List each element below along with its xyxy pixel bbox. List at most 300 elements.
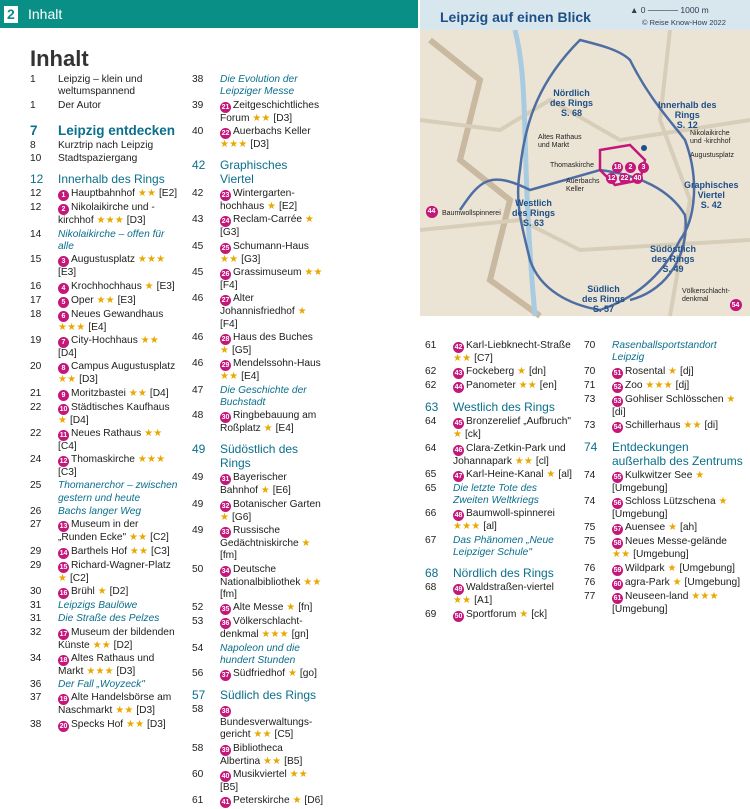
sight-number-badge: 43 (454, 370, 463, 378)
sight-number-badge: 58 (613, 540, 622, 548)
sight-number-badge: 19 (59, 696, 68, 704)
toc-page-number: 25 (30, 480, 42, 492)
toc-page-number: 61 (425, 340, 437, 351)
sight-number-badge: 17 (59, 630, 68, 638)
sight-number-badge: 9 (58, 390, 69, 401)
map-label-south: Südlich des Rings S. 57 (582, 284, 626, 314)
map-label-baumwoll: Baumwollspinnerei (442, 210, 501, 217)
map-label-southeast: Südöstlich des Rings S. 49 (650, 244, 697, 274)
toc-entry-text: Neues Gewandhaus ★★★ [E4] (58, 308, 164, 333)
toc-entry-text: Die Straße des Pelzes (58, 613, 160, 625)
toc-entry-text: Sportforum ★ [ck] (466, 608, 548, 620)
page-number: 2 (4, 6, 18, 23)
toc-entry-text: Museum in der „Runden Ecke" ★★ [C2] (58, 519, 169, 544)
toc-entry (425, 469, 575, 482)
toc-section-heading (425, 400, 575, 414)
toc-page-number: 56 (192, 668, 204, 680)
toc-entry-text: Alte Messe ★ [fn] (233, 602, 313, 614)
toc-page-number: 27 (30, 519, 42, 531)
toc-page-number: 73 (584, 419, 596, 431)
toc-entry-text: Schloss Lützschena ★ [Umgebung] (612, 496, 728, 521)
toc-entry-text: Botanischer Garten ★ [G6] (220, 498, 321, 523)
toc-entry (192, 188, 324, 213)
toc-page-number: 67 (425, 534, 437, 546)
sight-number-badge: 13 (59, 523, 68, 531)
map-label-north: Nördlich des Rings S. 68 (550, 88, 594, 118)
sight-number-badge: 35 (221, 606, 230, 614)
toc-entry-text: Stadtspaziergang (58, 153, 138, 165)
toc-page-number: 22 (30, 427, 42, 439)
map-label-west: Westlich des Rings S. 63 (512, 198, 556, 228)
toc-entry (425, 380, 575, 393)
toc-entry-text: Bachs langer Weg (58, 506, 142, 518)
toc-entry (30, 74, 178, 99)
map-badge: 3 (638, 162, 649, 173)
toc-entry-text: Reclam-Carrée ★ [G3] (220, 214, 315, 239)
toc-page-number: 1 (30, 74, 36, 85)
toc-page-number: 49 (192, 472, 204, 484)
toc-page-number: 65 (425, 468, 437, 480)
toc-feature-entry (30, 229, 178, 254)
sight-number-badge: 7 (58, 337, 69, 348)
toc-page-number: 52 (192, 602, 204, 614)
toc-entry (192, 668, 324, 681)
sight-number-badge: 31 (221, 476, 230, 484)
toc-entry (192, 241, 324, 266)
toc-entry-text: Richard-Wagner-Platz ★ [C2] (58, 559, 171, 584)
toc-page-number: 62 (425, 380, 437, 392)
toc-page-number: 40 (192, 125, 204, 137)
sight-number-badge: 55 (613, 473, 622, 481)
sight-number-badge: 4 (58, 283, 69, 294)
sight-number-badge: 15 (59, 563, 68, 571)
toc-entry (584, 522, 744, 535)
toc-entry (30, 188, 178, 201)
toc-page-number: 65 (425, 482, 437, 494)
toc-entry-text: Panometer ★★ [en] (466, 380, 557, 392)
toc-feature-entry (192, 643, 324, 668)
sight-number-badge: 20 (59, 722, 68, 730)
toc-entry (425, 416, 575, 441)
toc-page-number: 68 (425, 566, 439, 581)
section-title: Inhalt (28, 6, 63, 22)
toc-entry-text: Städtisches Kaufhaus ★ [D4] (58, 401, 170, 426)
toc-entry (30, 153, 178, 165)
toc-page-number: 36 (30, 679, 42, 691)
toc-entry (584, 394, 744, 419)
toc-entry-text: Südfriedhof ★ [go] (233, 668, 317, 680)
toc-entry (30, 402, 178, 427)
toc-entry (30, 560, 178, 585)
toc-page-number: 7 (30, 122, 38, 138)
toc-entry-text: Fockeberg ★ [dn] (466, 366, 546, 378)
toc-entry (30, 388, 178, 401)
toc-entry (30, 202, 178, 227)
toc-entry (425, 340, 575, 365)
page-title: Inhalt (30, 46, 89, 71)
toc-page-number: 70 (584, 365, 596, 377)
sight-number-badge: 40 (221, 773, 230, 781)
sight-number-badge: 37 (221, 672, 230, 680)
toc-section-heading (425, 566, 575, 580)
toc-entry-text: Zoo ★★★ [dj] (625, 379, 690, 391)
toc-page-number: 14 (30, 228, 42, 240)
map-badge-baumwoll: 44 (427, 208, 436, 215)
toc-feature-entry (584, 340, 744, 365)
toc-page-number: 46 (192, 358, 204, 370)
toc-entry (30, 309, 178, 334)
sight-number-badge: 42 (454, 344, 463, 351)
sight-number-badge: 54 (613, 423, 622, 431)
toc-entry-text: Gohliser Schlösschen ★ [di] (612, 393, 736, 418)
toc-section-heading (584, 440, 744, 468)
map-label-augustus: Augustusplatz (690, 152, 734, 159)
toc-heading-text: Graphisches Viertel (220, 158, 288, 187)
map-badge: 18 (613, 164, 622, 171)
toc-page-number: 73 (584, 393, 596, 405)
toc-page-number: 45 (192, 267, 204, 279)
toc-page-number: 39 (192, 99, 204, 111)
sight-number-badge: 8 (58, 363, 69, 374)
toc-page-number: 32 (30, 626, 42, 638)
sight-number-badge: 52 (613, 383, 622, 391)
toc-page-number: 37 (30, 692, 42, 704)
toc-page-number: 12 (30, 172, 44, 187)
sight-number-badge: 25 (221, 244, 230, 252)
toc-entry-text: Bayerischer Bahnhof ★ [E6] (220, 472, 291, 497)
toc-entry (30, 546, 178, 559)
toc-entry (192, 267, 324, 292)
toc-entry (192, 795, 324, 808)
map-badge: 12 (607, 175, 616, 182)
toc-entry-text: Russische Gedächtniskirche ★ [fm] (220, 525, 311, 562)
toc-entry-text: Auerbachs Keller ★★★ [D3] (220, 125, 311, 150)
toc-feature-entry (30, 480, 178, 505)
toc-page-number: 15 (30, 254, 42, 266)
toc-page-number: 29 (30, 559, 42, 571)
map-badge: 40 (633, 175, 642, 182)
toc-page-number: 10 (30, 153, 42, 165)
toc-entry-text: Bronzerelief „Aufbruch" ★ [ck] (453, 416, 571, 441)
toc-entry-text: Musikviertel ★★ [B5] (220, 769, 308, 794)
toc-feature-entry (192, 74, 324, 99)
map-title: Leipzig auf einen Blick (440, 9, 591, 25)
sight-number-badge: 47 (454, 472, 463, 480)
toc-page-number: 42 (192, 188, 204, 200)
map-copyright: © Reise Know-How 2022 (642, 18, 726, 27)
sight-number-badge: 12 (59, 458, 68, 466)
toc-entry (30, 281, 178, 294)
toc-entry-text: Nikolaikirche und -kirchhof ★★★ [D3] (58, 202, 155, 227)
toc-entry-text: City-Hochhaus ★★ [D4] (58, 334, 159, 359)
toc-entry-text: Zeitgeschichtliches Forum ★★ [D3] (220, 99, 320, 124)
sight-number-badge: 23 (221, 192, 230, 200)
toc-section-heading (192, 158, 324, 186)
toc-entry-text: Die letzte Tote des Zweiten Weltkriegs (453, 482, 539, 507)
toc-entry (30, 100, 178, 112)
toc-page-number: 46 (192, 331, 204, 343)
toc-page-number: 16 (30, 280, 42, 292)
toc-page-number: 29 (30, 545, 42, 557)
toc-page-number: 31 (30, 613, 42, 625)
toc-entry (192, 410, 324, 435)
toc-feature-entry (30, 506, 178, 518)
map-label-graphic: Graphisches Viertel S. 42 (684, 180, 739, 210)
toc-entry-text: Campus Augustusplatz ★★ [D3] (58, 361, 176, 386)
toc-page-number: 68 (425, 582, 437, 594)
toc-page-number: 76 (584, 562, 596, 574)
toc-entry (192, 126, 324, 151)
toc-feature-entry (425, 535, 575, 560)
toc-heading-text: Westlich des Rings (453, 400, 555, 415)
toc-page-number: 48 (192, 410, 204, 422)
toc-entry-text: Wildpark ★ [Umgebung] (625, 562, 735, 574)
toc-entry-text: Augustusplatz ★★★ [E3] (58, 254, 166, 279)
toc-entry-text: Neues Rathaus ★★ [C4] (58, 427, 163, 452)
toc-page-number: 64 (425, 416, 437, 428)
toc-entry (425, 508, 575, 533)
toc-entry-text: Ringbebauung am Roßplatz ★ [E4] (220, 410, 317, 435)
sight-number-badge: 14 (59, 549, 68, 557)
map-label-auerbachs: Auerbachs Keller (566, 178, 600, 193)
toc-entry-text: Karl-Liebknecht-Straße ★★ [C7] (453, 340, 571, 364)
toc-heading-text: Entdeckungen außerhalb des Zentrums (612, 439, 743, 468)
toc-page-number: 45 (192, 240, 204, 252)
map-scale (630, 5, 709, 15)
toc-page-number: 38 (192, 74, 204, 85)
map-label-rathaus: Altes Rathaus und Markt (538, 134, 582, 149)
toc-heading-text: Nördlich des Rings (453, 566, 554, 581)
map-label-volker: Völkerschlacht- denkmal (682, 288, 730, 303)
toc-entry (30, 692, 178, 717)
toc-entry (30, 454, 178, 479)
toc-page-number: 57 (192, 688, 206, 703)
toc-entry (584, 496, 744, 521)
toc-page-number: 30 (30, 585, 42, 597)
toc-entry (30, 361, 178, 386)
toc-entry-text: Rasenballsportstandort Leipzig (612, 340, 717, 364)
sight-number-badge: 44 (454, 384, 463, 392)
sight-number-badge: 50 (454, 612, 463, 620)
map-badge: 2 (625, 162, 636, 173)
map-badge-cluster-2 (606, 166, 645, 184)
toc-entry (30, 254, 178, 279)
toc-page-number: 70 (584, 340, 596, 351)
toc-entry (192, 743, 324, 768)
toc-entry (584, 380, 744, 393)
toc-entry-text: Bundesverwaltungs-gericht ★★ [C5] (220, 717, 313, 741)
toc-entry (425, 609, 575, 622)
toc-page-number: 64 (425, 442, 437, 454)
toc-page-number: 21 (30, 387, 42, 399)
toc-heading-text: Leipzig entdecken (58, 122, 176, 138)
sight-number-badge: 5 (58, 297, 69, 308)
toc-entry-text: Specks Hof ★★ [D3] (71, 718, 166, 730)
toc-entry (192, 525, 324, 563)
toc-entry-text: Thomaskirche ★★★ [C3] (58, 454, 166, 479)
toc-page-number: 8 (30, 139, 36, 151)
toc-page-number: 47 (192, 384, 204, 396)
map-label-thomas: Thomaskirche (550, 162, 594, 169)
toc-entry-text: Nikolaikirche – offen für alle (58, 228, 165, 253)
toc-entry (584, 577, 744, 590)
toc-feature-entry (192, 385, 324, 410)
toc-page-number: 18 (30, 308, 42, 320)
toc-page-number: 46 (192, 293, 204, 305)
toc-page-number: 31 (30, 599, 42, 611)
toc-entry (425, 582, 575, 607)
sight-number-badge: 24 (221, 218, 230, 226)
sight-number-badge: 45 (454, 420, 463, 428)
toc-heading-text: Innerhalb des Rings (58, 172, 165, 187)
toc-entry-text: Rosental ★ [dj] (625, 365, 694, 377)
toc-page-number: 62 (425, 366, 437, 378)
toc-entry (584, 536, 744, 561)
toc-entry (192, 769, 324, 794)
toc-entry-text: Thomanerchor – zwischen gestern und heute (58, 480, 178, 504)
toc-page-number: 74 (584, 469, 596, 481)
sight-number-badge: 38 (221, 708, 230, 716)
toc-page-number: 49 (192, 525, 204, 537)
toc-page-number: 75 (584, 522, 596, 534)
toc-entry-text: Schillerhaus ★★ [di] (625, 419, 719, 431)
toc-entry-text: Krochhochhaus ★ [E3] (71, 280, 175, 292)
sight-number-badge: 57 (613, 526, 622, 534)
toc-page-number: 63 (425, 400, 439, 415)
toc-entry-text: Völkerschlacht-denkmal ★★★ [gn] (220, 616, 309, 641)
toc-heading-text: Südlich des Rings (220, 688, 317, 703)
map-badge-volker: 54 (731, 302, 740, 309)
toc-entry (192, 332, 324, 357)
toc-page-number: 71 (584, 379, 596, 391)
sight-number-badge: 34 (221, 567, 230, 575)
map-badge: 22 (620, 175, 629, 182)
toc-entry (584, 366, 744, 379)
scale-bar: 0 ───── (640, 5, 678, 15)
toc-entry (192, 499, 324, 524)
toc-feature-entry (30, 600, 178, 612)
toc-section-heading (192, 442, 324, 470)
toc-feature-entry (30, 679, 178, 691)
north-arrow-icon: ▲ (630, 5, 639, 15)
toc-entry-text: Kurztrip nach Leipzig (58, 139, 154, 151)
toc-entry (192, 564, 324, 602)
sight-number-badge: 56 (613, 500, 622, 508)
toc-entry-text: Baumwoll-spinnerei ★★★ [al] (453, 508, 555, 533)
toc-entry (30, 719, 178, 732)
toc-entry (30, 295, 178, 308)
toc-page-number: 42 (192, 158, 206, 173)
toc-entry-text: Der Autor (58, 99, 102, 111)
toc-entry (30, 653, 178, 678)
toc-page-number: 20 (30, 361, 42, 373)
toc-entry (30, 428, 178, 453)
toc-entry (192, 704, 324, 742)
toc-entry (30, 335, 178, 360)
toc-page-number: 24 (30, 454, 42, 466)
sight-number-badge: 1 (58, 190, 69, 201)
toc-page-number: 75 (584, 536, 596, 548)
toc-entry (425, 366, 575, 379)
toc-page-number: 19 (30, 334, 42, 346)
toc-entry-text: Museum der bildenden Künste ★★ [D2] (58, 626, 175, 651)
toc-entry-text: Das Phänomen „Neue Leipziger Schule" (453, 534, 554, 559)
toc-page-number: 77 (584, 590, 596, 602)
toc-entry-text: Neues Messe-gelände ★★ [Umgebung] (612, 536, 727, 561)
sight-number-badge: 36 (221, 620, 230, 628)
toc-entry (192, 100, 324, 125)
toc-entry (192, 293, 324, 331)
toc-entry (30, 519, 178, 544)
toc-entry-text: Oper ★★ [E3] (71, 294, 136, 306)
city-map (420, 0, 750, 316)
sight-number-badge: 27 (221, 297, 230, 305)
sight-number-badge: 30 (221, 414, 230, 422)
toc-entry-text: Leipzigs Baulöwe (58, 599, 138, 611)
toc-entry-text: Peterskirche ★ [D6] (233, 795, 324, 807)
sight-number-badge: 2 (58, 204, 69, 215)
toc-column-4 (584, 340, 744, 617)
toc-page-number: 66 (425, 508, 437, 520)
toc-entry (425, 443, 575, 468)
toc-entry-text: Leipzig – klein und weltumspannend (58, 74, 143, 98)
toc-page-number: 22 (30, 401, 42, 413)
toc-entry-text: Bibliotheca Albertina ★★ [B5] (220, 742, 303, 767)
toc-entry-text: Barthels Hof ★★ [C3] (71, 545, 170, 557)
toc-entry-text: Schumann-Haus ★★ [G3] (220, 240, 309, 265)
sight-number-badge: 41 (221, 799, 230, 807)
toc-column-2 (192, 74, 324, 809)
toc-entry-text: Auensee ★ [ah] (625, 522, 698, 534)
toc-entry (192, 472, 324, 497)
sight-number-badge: 3 (58, 256, 69, 267)
toc-entry (584, 563, 744, 576)
toc-feature-entry (425, 483, 575, 508)
toc-entry-text: Die Evolution der Leipziger Messe (220, 74, 298, 98)
toc-entry-text: Alte Handelsbörse am Naschmarkt ★★ [D3] (58, 692, 172, 717)
toc-page-number: 34 (30, 652, 42, 664)
sight-number-badge: 10 (59, 405, 68, 413)
toc-section-heading (30, 172, 178, 186)
toc-entry-text: Haus des Buches ★ [G5] (220, 331, 313, 356)
map-label-inner: Innerhalb des Rings S. 12 (658, 100, 717, 130)
sight-number-badge: 33 (221, 529, 230, 537)
toc-entry (192, 214, 324, 239)
toc-heading-text: Südöstlich des Rings (220, 442, 299, 471)
toc-page-number: 43 (192, 214, 204, 226)
sight-number-badge: 60 (613, 580, 622, 588)
toc-page-number: 12 (30, 188, 42, 200)
toc-entry (584, 420, 744, 433)
sight-number-badge: 21 (221, 103, 230, 111)
toc-entry-text: Brühl ★ [D2] (71, 585, 129, 597)
toc-entry (192, 602, 324, 615)
toc-page-number: 26 (30, 506, 42, 518)
toc-page-number: 74 (584, 439, 598, 454)
toc-page-number: 60 (192, 769, 204, 781)
toc-page-number: 49 (192, 442, 206, 457)
scale-label: 1000 m (680, 5, 709, 15)
toc-entry-text: Alter Johannisfriedhof ★ [F4] (220, 293, 307, 330)
toc-entry-text: Clara-Zetkin-Park und Johannapark ★★ [cl] (453, 442, 566, 467)
toc-entry (30, 140, 178, 152)
sight-number-badge: 22 (221, 129, 230, 137)
sight-number-badge: 48 (454, 512, 463, 520)
toc-page-number: 69 (425, 608, 437, 620)
sight-number-badge: 18 (59, 656, 68, 664)
toc-page-number: 76 (584, 576, 596, 588)
sight-number-badge: 59 (613, 566, 622, 574)
